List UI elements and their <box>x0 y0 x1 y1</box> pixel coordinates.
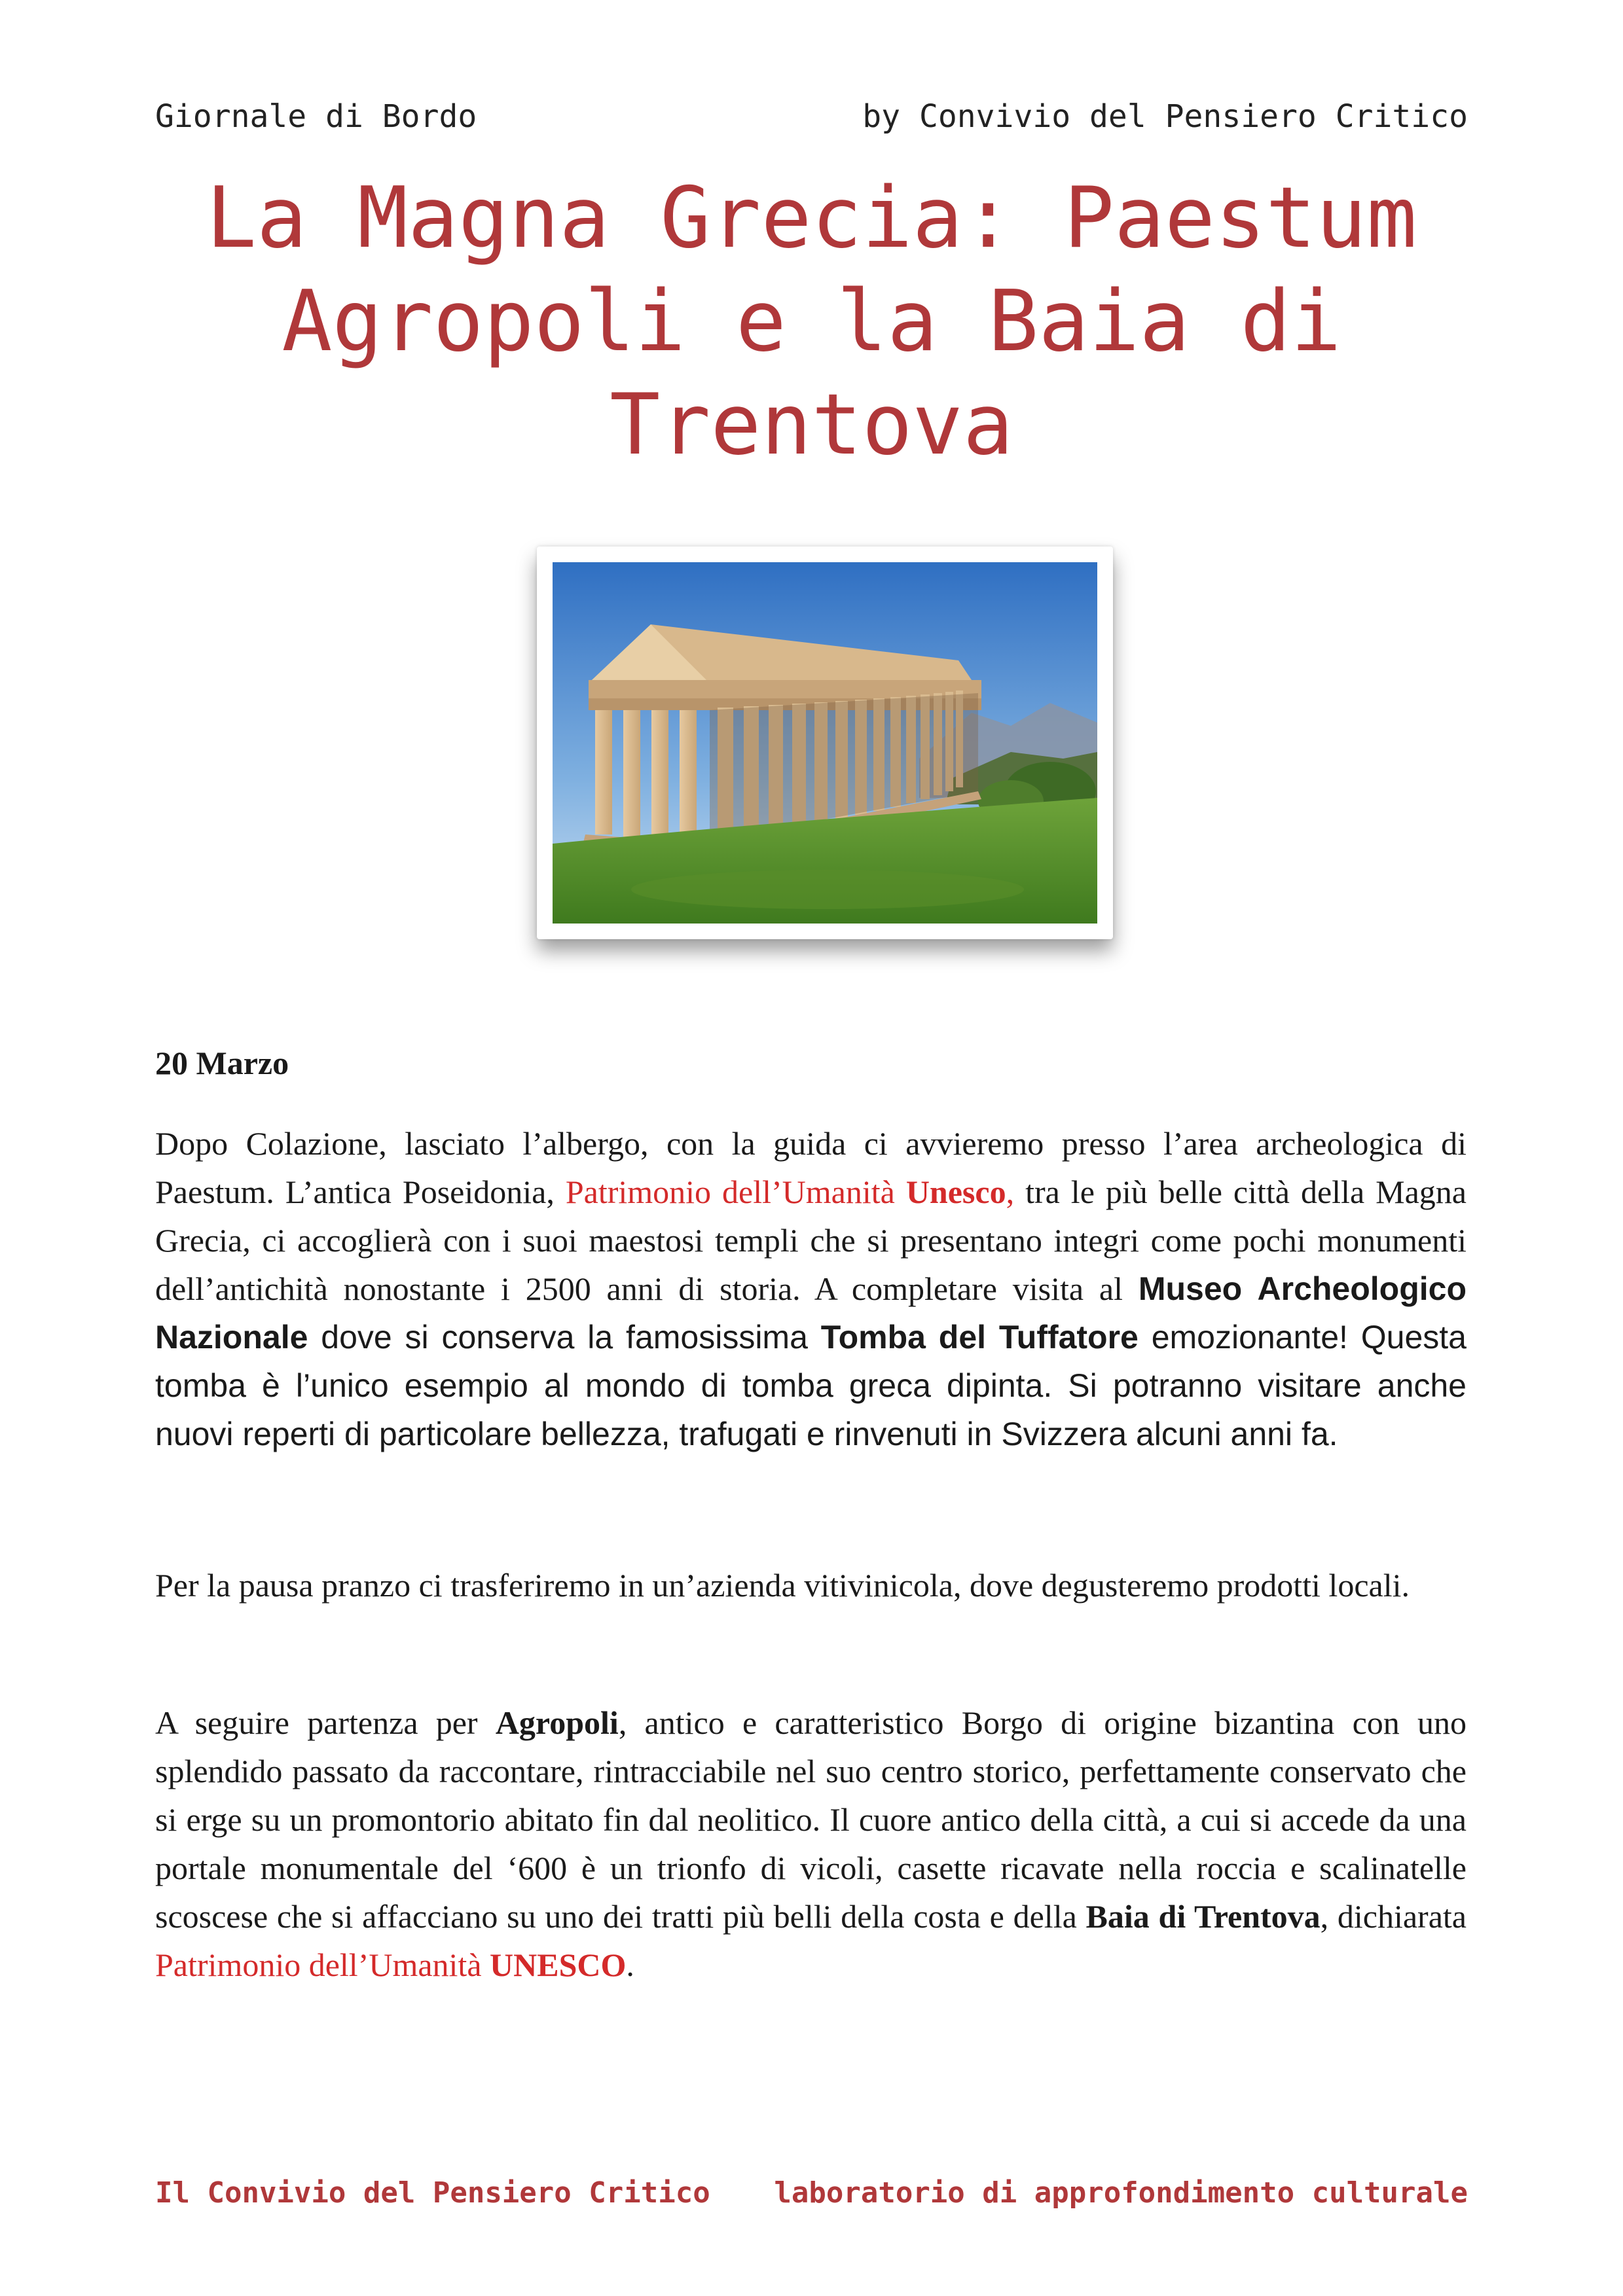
highlight-text: Patrimonio dell’Umanità <box>155 1946 490 1983</box>
paragraph-lunch: Per la pausa pranzo ci trasferiremo in un’azienda vitivinicola, dove degusteremo prodotti locali. <box>155 1567 1410 1604</box>
header-left: Giornale di Bordo <box>155 98 477 135</box>
footer-left: Il Convivio del Pensiero Critico <box>155 2176 710 2210</box>
text: Dopo Colazione, lasciato l’albergo, con la guida ci avvieremo presso l’area archeologica di Paestum. L’antica Poseidonia, <box>155 1125 1467 1210</box>
text: tra le più belle città della Magna Grecia, ci accoglierà con i suoi maestosi templi che si presentano integri come pochi monumenti dell’antichità nonostante i 2500 anni di storia. A completare visita al <box>155 1174 1467 1307</box>
footer-right: laboratorio di approfondimento culturale <box>774 2176 1468 2210</box>
bold-text: Agropoli <box>495 1704 619 1741</box>
text: emozionante! Questa tomba è l’unico esempio al mondo di tomba greca dipinta. Si potranno visitare anche nuovi reperti di particolare bellezza, trafugati e rinvenuti in Svizzera alcuni anni fa. <box>155 1319 1467 1452</box>
text: , antico e caratteristico Borgo di origine bizantina con uno splendido passato da raccontare, rintracciabile nel suo centro storico, perfettamente conservato che si erge su un promontorio abitato fin dal neolitico. Il cuore antico della città, a cui si accede da una portale monumentale del ‘600 è un trionfo di vicoli, casette ricavate nella roccia e scalinatelle scoscese che si affacciano su uno dei tratti più belli della costa e della <box>155 1704 1467 1935</box>
paragraph-agropoli <box>155 1698 1467 1989</box>
header-right: by Convivio del Pensiero Critico <box>862 98 1468 135</box>
page-footer <box>155 2176 1468 2215</box>
bold-text: Tomba del Tuffatore <box>820 1319 1139 1355</box>
text: , <box>1006 1174 1015 1210</box>
text: A seguire partenza per <box>155 1704 496 1741</box>
photo-frame <box>537 547 1113 939</box>
paragraph-paestum <box>155 1119 1467 1458</box>
bold-text: Baia di Trentova <box>1085 1898 1321 1935</box>
date-heading: 20 Marzo <box>155 1045 289 1081</box>
title-line: La Magna Grecia: Paestum <box>206 170 1417 267</box>
text: . <box>626 1946 634 1983</box>
highlight-text: UNESCO <box>490 1946 627 1983</box>
page-title <box>105 167 1518 477</box>
page-header <box>155 98 1468 137</box>
bold-text: Museo Archeologico Nazionale <box>155 1270 1467 1355</box>
highlight-text: Unesco <box>905 1174 1006 1210</box>
greek-temple-photo <box>553 562 1097 924</box>
text: dove si conserva la famosissima <box>308 1319 821 1355</box>
title-line: Trentova <box>610 376 1013 474</box>
highlight-text: Patrimonio dell’Umanità <box>565 1174 906 1210</box>
title-line: Agropoli e la Baia di <box>282 273 1341 370</box>
text: , dichiarata <box>1320 1898 1467 1935</box>
